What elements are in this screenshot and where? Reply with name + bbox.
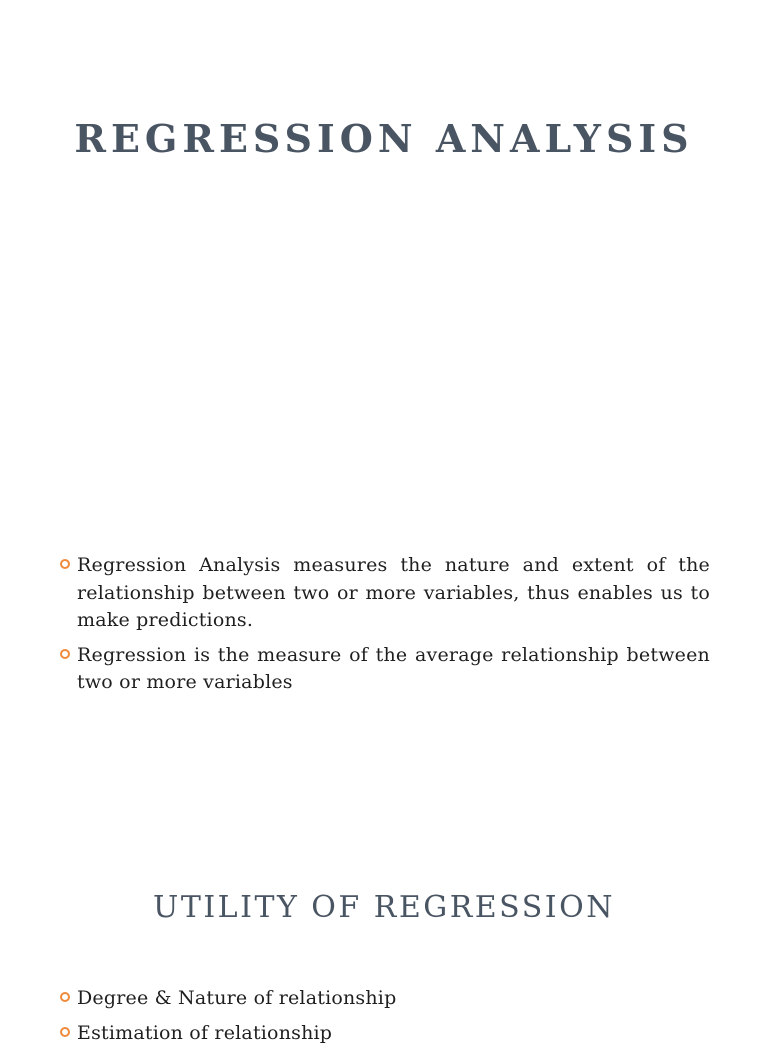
slide-title-regression-analysis: REGRESSION ANALYSIS [74, 116, 694, 161]
list-item [58, 552, 710, 635]
list-item [58, 985, 710, 1013]
circle-bullet-icon [60, 649, 70, 659]
circle-bullet-icon [60, 1027, 70, 1037]
bullet-list [58, 985, 710, 1054]
bullet-text: Degree & Nature of relationship [77, 987, 397, 1009]
circle-bullet-icon [60, 992, 70, 1002]
slide-title-utility-of-regression: UTILITY OF REGRESSION [153, 890, 615, 925]
circle-bullet-icon [60, 559, 70, 569]
list-item [58, 1020, 710, 1048]
bullet-text: Regression Analysis measures the nature and extent of the relationship between two or more variables, thus enables us to make predictions. [77, 554, 710, 631]
bullet-text: Regression is the measure of the average relationship between two or more variables [77, 643, 710, 693]
bullet-text: Estimation of relationship [77, 1021, 333, 1044]
bullet-list [58, 552, 710, 704]
list-item [58, 642, 710, 697]
